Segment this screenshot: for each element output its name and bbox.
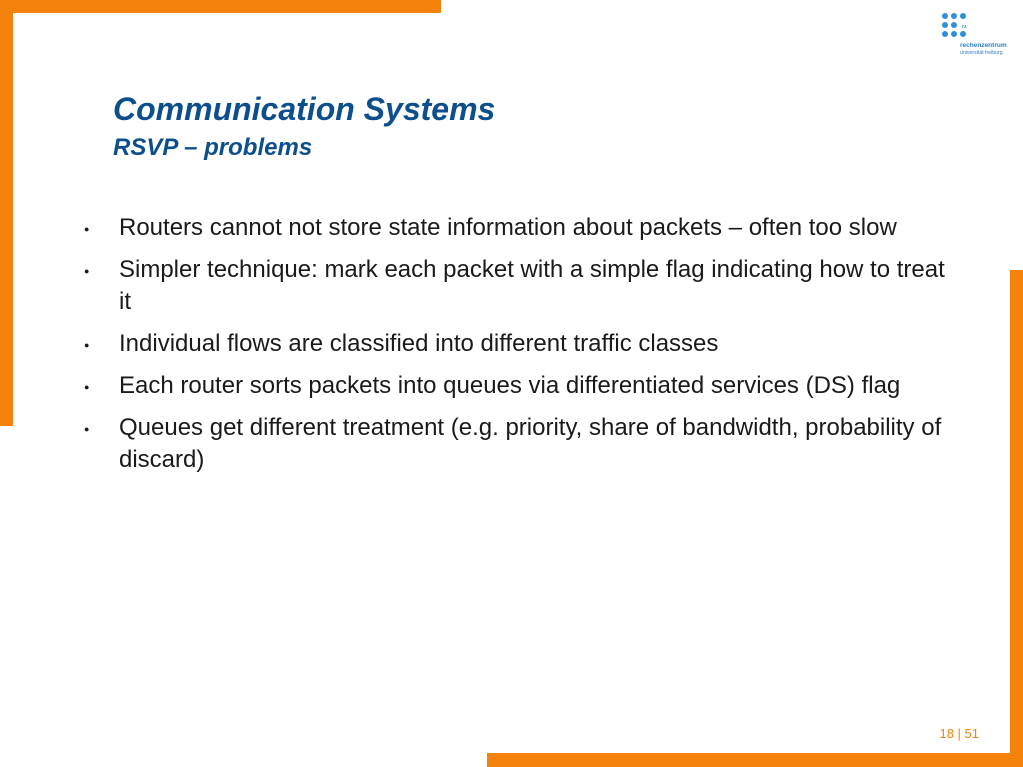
bullet-list	[82, 212, 962, 486]
page-number: 18 | 51	[939, 726, 979, 741]
frame-bottom-bar	[487, 753, 1023, 767]
logo-name: rechenzentrum	[960, 42, 1007, 49]
bullet-item: ● Routers cannot not store state information about packets – often too slow	[82, 212, 962, 244]
bullet-item: ● Each router sorts packets into queues via differentiated services (DS) flag	[82, 370, 962, 402]
logo-subtitle: universität freiburg	[960, 50, 1003, 56]
slide-subtitle: RSVP – problems	[113, 134, 313, 161]
rz-logo	[938, 13, 1018, 63]
frame-top-bar	[0, 0, 441, 13]
frame-right-bar	[1010, 270, 1023, 767]
bullet-item: ● Simpler technique: mark each packet with a simple flag indicating how to treat it	[82, 254, 962, 318]
frame-left-bar	[0, 0, 13, 426]
bullet-item: ● Queues get different treatment (e.g. priority, share of bandwidth, probability of discard)	[82, 412, 962, 476]
logo-badge: rz	[962, 24, 967, 30]
bullet-item: ● Individual flows are classified into different traffic classes	[82, 328, 962, 360]
slide-title: Communication Systems	[113, 91, 496, 127]
